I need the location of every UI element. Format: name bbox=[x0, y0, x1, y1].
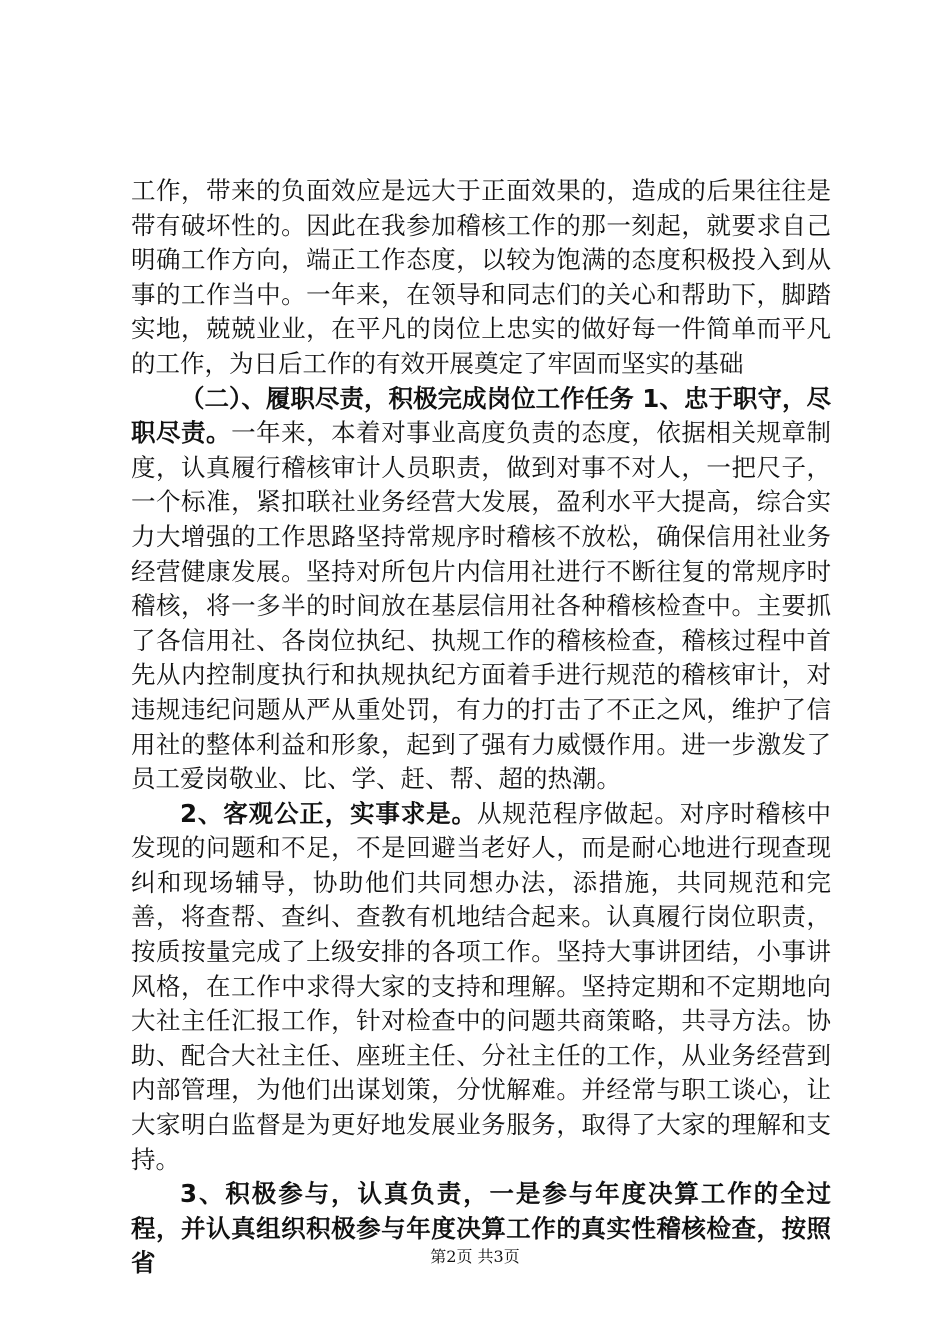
item-heading-2: 2、客观公正，实事求是。 bbox=[180, 798, 477, 828]
paragraph-3 bbox=[131, 797, 831, 1178]
paragraph-1 bbox=[131, 174, 831, 382]
paragraph-1-text: 工作，带来的负面效应是远大于正面效果的，造成的后果往往是带有破坏性的。因此在我参加稽核工作的那一刻起，就要求自己明确工作方向，端正工作态度，以较为饱满的态度积极投入到从事的工作当中。一年来，在领导和同志们的关心和帮助下，脚踏实地，兢兢业业，在平凡的岗位上忠实的做好每一件简单而平凡的工作，为日后工作的有效开展奠定了牢固而坚实的基础 bbox=[131, 176, 831, 378]
paragraph-2-text: 一年来，本着对事业高度负责的态度，依据相关规章制度，认真履行稽核审计人员职责，做到对事不对人，一把尺子，一个标准，紧扣联社业务经营大发展，盈利水平大提高，综合实力大增强的工作思路坚持常规序时稽核不放松，确保信用社业务经营健康发展。坚持对所包片内信用社进行不断往复的常规序时稽核，将一多半的时间放在基层信用社各种稽核检查中。主要抓了各信用社、各岗位执纪、执规工作的稽核检查，稽核过程中首先从内控制度执行和执规执纪方面着手进行规范的稽核审计，对违规违纪问题从严从重处罚，有力的打击了不正之风，维护了信用社的整体利益和形象，起到了强有力威慑作用。进一步激发了员工爱岗敬业、比、学、赶、帮、超的热潮。 bbox=[131, 418, 832, 794]
paragraph-2 bbox=[131, 382, 831, 797]
document-body bbox=[131, 174, 831, 1281]
section-heading-2: （二）、履职尽责，积极完成岗位工作任务 1、忠于职守，尽职尽责。 bbox=[131, 383, 831, 448]
paragraph-3-text: 从规范程序做起。对序时稽核中发现的问题和不足，不是回避当老好人，而是耐心地进行现查现纠和现场辅导，协助他们共同想办法，添措施，共同规范和完善，将查帮、查纠、查教有机地结合起来。认真履行岗位职责，按质按量完成了上级安排的各项工作。坚持大事讲团结，小事讲风格，在工作中求得大家的支持和理解。坚持定期和不定期地向大社主任汇报工作，针对检查中的问题共商策略，共寻方法。协助、配合大社主任、座班主任、分社主任的工作，从业务经营到内部管理，为他们出谋划策，分忧解难。并经常与职工谈心，让大家明白监督是为更好地发展业务服务，取得了大家的理解和支持。 bbox=[131, 798, 831, 1174]
page-number-footer: 第2页 共3页 bbox=[430, 1247, 520, 1266]
item-heading-3: 3、积极参与，认真负责，一是参与年度决算工作的全过程，并认真组织积极参与年度决算工作的真实性稽核检查，按照省 bbox=[131, 1179, 831, 1278]
